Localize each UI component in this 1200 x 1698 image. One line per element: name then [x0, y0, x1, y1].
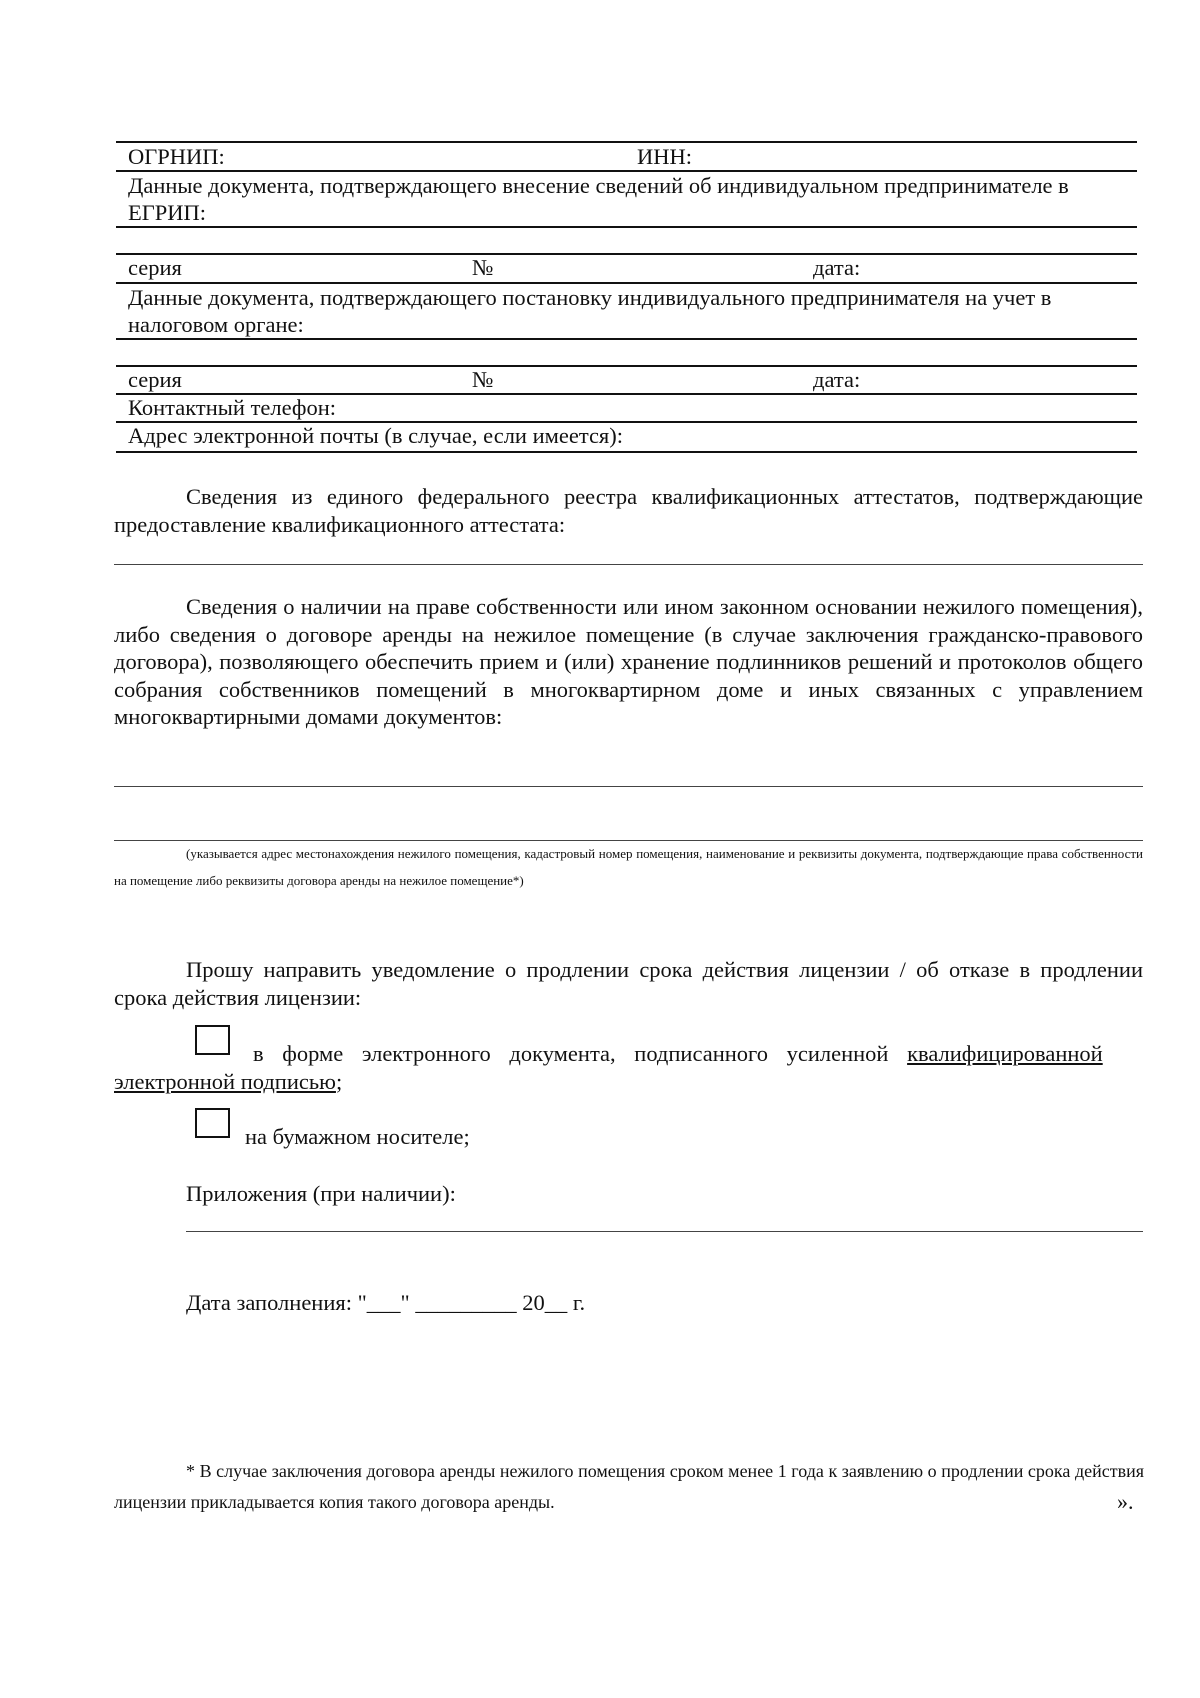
attestat-paragraph: Сведения из единого федерального реестра квалификационных аттестатов, подтверждающие предоставление квалификационного аттестата:: [114, 484, 1143, 537]
premises-fill-line-1: [114, 786, 1143, 787]
seriya-label-1: серия: [128, 255, 182, 280]
footnote: * В случае заключения договора аренды нежилого помещения сроком менее 1 года к заявлению о продлении срока действия лицензии прикладывается копия такого договора аренды.: [114, 1461, 1144, 1512]
electronic-option-suffix: ;: [335, 1069, 343, 1094]
rule-egrip-blank: [116, 253, 1137, 255]
paper-option-text: на бумажном носителе;: [245, 1124, 470, 1149]
rule-top: [116, 141, 1137, 143]
paper-option-checkbox[interactable]: [195, 1108, 230, 1138]
electronic-option-text: [114, 1040, 1154, 1096]
egrip-document-label: Данные документа, подтверждающего внесение сведений об индивидуальном предпринимателе в ЕГРИП:: [128, 173, 1069, 225]
number-label-2: №: [472, 367, 494, 392]
date-label-1: дата:: [813, 255, 861, 280]
attestat-fill-line: [114, 564, 1143, 565]
email-label: Адрес электронной почты (в случае, если имеется):: [128, 423, 624, 448]
premises-paragraph: Сведения о наличии на праве собственности или ином законном основании нежилого помещения), либо сведения о договоре аренды на нежилое помещение (в случае заключения гражданско-правового договора), позволяющего обеспечить прием и (или) хранение подлинников решений и протоколов общего собрания собственников помещений в многоквартирном доме и иных связанных с управлением многоквартирными домами документов:: [114, 594, 1143, 729]
rule-egrip-bottom: [116, 226, 1137, 228]
notify-request-paragraph: Прошу направить уведомление о продлении срока действия лицензии / об отказе в продлении срока действия лицензии:: [114, 957, 1143, 1010]
rule-tax-blank: [116, 365, 1137, 367]
attachments-label: Приложения (при наличии):: [186, 1181, 456, 1206]
date-label-2: дата:: [813, 367, 861, 392]
premises-note: (указывается адрес местонахождения нежилого помещения, кадастровый номер помещения, наименование и реквизиты документа, подтверждающие права собственности на помещение либо реквизиты договора аренды на нежилое помещение*): [114, 846, 1143, 888]
number-label-1: №: [472, 255, 494, 280]
inn-label: ИНН:: [637, 144, 692, 169]
fill-date: Дата заполнения: "___" _________ 20__ г.: [186, 1290, 586, 1315]
attachments-fill-line: [186, 1231, 1143, 1232]
electronic-option-prefix: в форме электронного документа, подписанного усиленной: [253, 1041, 908, 1066]
tax-document-label: Данные документа, подтверждающего постановку индивидуального предпринимателя на учет в налоговом органе:: [128, 285, 1052, 337]
rule-tax-bottom: [116, 338, 1137, 340]
ogrnip-label: ОГРНИП:: [128, 144, 225, 169]
closing-mark: ».: [1117, 1489, 1134, 1514]
rule-email-bottom: [116, 451, 1137, 453]
electronic-option-underlined: квалифицированной электронной подписью: [114, 1041, 1103, 1094]
phone-label: Контактный телефон:: [128, 395, 336, 420]
seriya-label-2: серия: [128, 367, 182, 392]
